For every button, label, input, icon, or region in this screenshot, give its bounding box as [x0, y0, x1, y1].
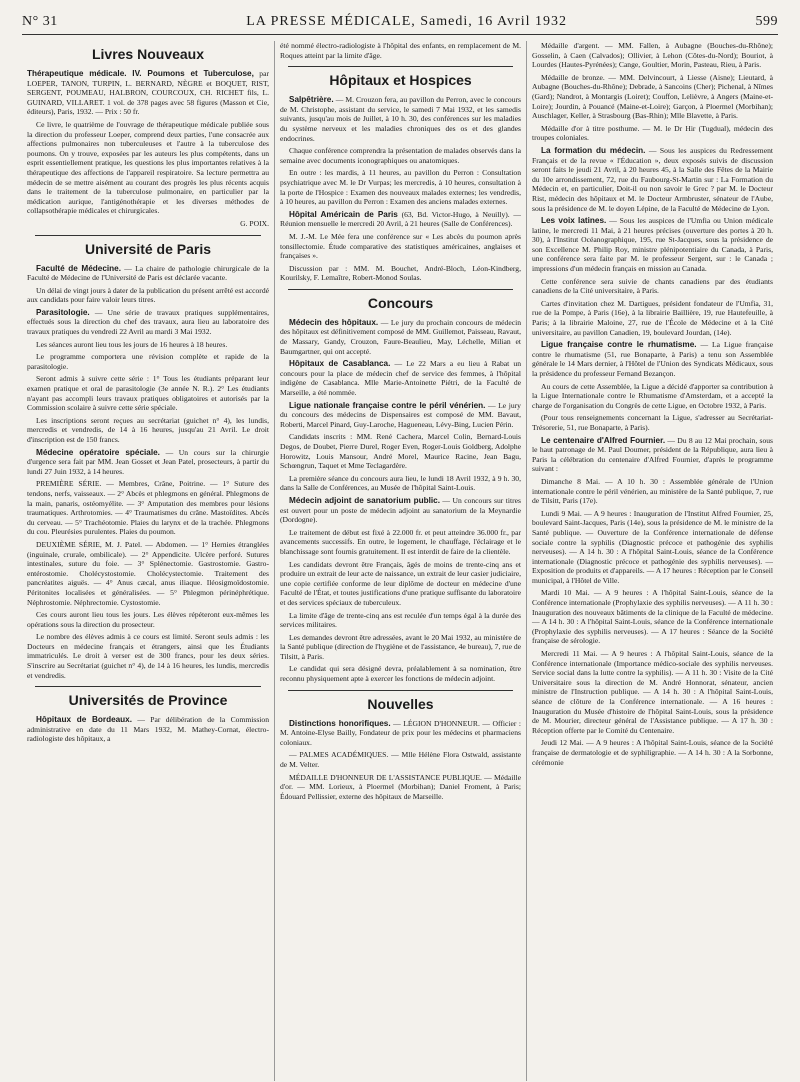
article-paragraph: Mardi 10 Mai. — A 9 heures : A l'hôpital Saint-Louis, séance de la Conférence internationale (Prophylaxie des syphilis nerveuses). — A 11 h. 30 : Inauguration des nouveaux bâtiments de la clinique de la Faculté de médecine. — A 14 h. 30 : A l'hôpital Saint-Louis, séance de la Conférence internationale (Prophylaxie des syphilis nerveuses). — A 17 heures : Séance de la Société française de sérologie. — [532, 588, 773, 646]
article-paragraph: Dimanche 8 Mai. — A 10 h. 30 : Assemblée générale de l'Union internationale contre le péril vénérien, au ministère de la Santé publique, 7, rue de Tilsitt, Paris (17e). — [532, 476, 773, 506]
article-paragraph: Discussion par : MM. M. Bouchet, André-Bloch, Léon-Kindberg, Kourilsky, F. Lemaître, Robert-Monod Soulas. — [280, 263, 521, 283]
article-text: — Une série de travaux pratiques supplémentaires, effectués sous la direction du chef des travaux, aura lieu au laboratoire des travaux pratiques du vendredi 22 Avril au mardi 3 Mai 1932. — [27, 307, 269, 337]
article-text: — Un concours sur titres est ouvert pour un poste de médecin adjoint au sanatorium de la Meynardie (Dordogne). — [280, 495, 521, 525]
article-text: — Un cours sur la chirurgie d'urgence sera fait par MM. Jean Gosset et Jean Patel, prosecteurs, à partir du lundi 27 Juin 1932, à 14 heures. — [27, 447, 269, 476]
article-text: — La Ligue française contre le rhumatisme (51, rue Bonaparte, à Paris) a tenu son Assemblée générale le 14 Mars dernier, à l'Hôtel de l'Union des Syndicats Médicaux, sous la présidence du professeur Fernand Bezançon. — [532, 340, 773, 378]
columns — [22, 41, 778, 1081]
article-text: — Par délibération de la Commission administrative en date du 11 Mars 1932, M. Mathey-Cornat, électro-radiologiste des hôpitaux, a — [27, 715, 269, 744]
article-paragraph: Au cours de cette Assemblée, la Ligue a décidé d'apporter sa contribution à la Ligue Internationale contre le Rhumatisme d'Amsterdam, et a accepté la charge de l'organisation du Congrès de cette Ligue, en Octobre 1932, à Paris. — [532, 381, 773, 410]
article-text: — La chaire de pathologie chirurgicale de la Faculté de Médecine de l'Université de Paris est déclarée vacante. — [27, 263, 269, 283]
article-heading: Médecin des hôpitaux. — [289, 317, 379, 327]
article-heading: Distinctions honorifiques. — [289, 718, 391, 728]
article-paragraph: Le nombre des élèves admis à ce cours est limité. Seront seuls admis : les Docteurs en médecine français et étrangers, ainsi que les Étudiants immatriculés. Le droit à verser est de 300 francs, pour les deux séries. S'inscrire au Secrétariat (guichet n° 4), de 14 à 16 heures, les lundis, mercredis et vendredis. — [27, 632, 269, 680]
article-medecin-hopitaux — [280, 318, 521, 356]
article-heading: Hôpitaux de Bordeaux. — [36, 715, 133, 725]
article-paragraph: Médaille d'argent. — MM. Fallen, à Aubagne (Bouches-du-Rhône); Gosselin, à Caen (Calvados); Ollivier, à Lehon (Côtes-du-Nord); Bouriot, à Lourdes (Hautes-Pyrénées); Cange, Goultier, Morin, Pasteau, Rieu, à Paris. — [532, 41, 773, 70]
section-title-hopitaux: Hôpitaux et Hospices — [329, 72, 472, 89]
review-signature: G. POIX. — [240, 218, 269, 228]
article-paragraph: MÉDAILLE D'HONNEUR DE L'ASSISTANCE PUBLIQUE. — Médaille d'or. — MM. Lorieux, à Ploermel (Morbihan); Daniel Froment, à Paris; Édouard Pellissier, externe des hôpitaux de Marseille. — [280, 772, 521, 801]
article-heading: Le centenaire d'Alfred Fournier. — [541, 435, 666, 445]
article-heading: Ligue nationale française contre le péril vénérien. — [289, 400, 486, 410]
article-text: — Le jury du concours des médecins de Dispensaires est composé de MM. Bavaut, Roberti, Marcel Pinard, Guy-Laroche, Hagueneau, Lévy-Bing, Lucien Périn. — [280, 400, 521, 429]
article-continuation: été nommé électro-radiologiste à l'hôpital des enfants, en remplacement de M. Roques atteint par la limite d'âge. — [280, 41, 521, 60]
article-text: — Sous les auspices du Redressement Français et de la revue « l'Éducation », deux exposés suivis de discussion seront faits le jeudi 21 Avril, à 20 heures 45, à la Salle des Fêtes de la Mairie du 10e arrondissement, 72, rue du Faubourg-St-Martin sur : La Formation du Médecin et, en particulier, Doit-il ou non savoir le Grec ? par M. le Docteur Rist, médecin des hôpitaux et M. le Docteur Armbruster, sénateur de l'Aube, sous la présidence de M. le doyen Lépine, de la Faculté de Médecine de Lyon. — [532, 145, 773, 213]
article-heading: Faculté de Médecine. — [36, 263, 122, 273]
book-reference: par LOEPER, TANON, TURPIN, L. BERNARD, NÈGRE et BOQUET, RIST, SERGENT, POUMEAU, HALBRON, COURCOUX, CH. RICHET fils, L. GUINARD, VILLARET. 1 vol. de 378 pages avec 58 figures (Masson et Cie, éditeurs), Paris, 1932. — Prix : 50 fr. — [27, 69, 269, 117]
article-casablanca — [280, 359, 521, 397]
article-formation — [532, 146, 773, 213]
article-paragraph: Le programme comportera une révision complète et rapide de la parasitologie. — [27, 352, 269, 371]
article-paragraph: Jeudi 12 Mai. — A 9 heures : A l'hôpital Saint-Louis, séance de la Société française de dermatologie et de syphiligraphie. — A 14 h. 30 : A la Sorbonne, cérémonie — [532, 738, 773, 767]
article-faculte — [27, 264, 269, 283]
book-entry — [27, 69, 269, 117]
article-text: — M. Crouzon fera, au pavillon du Perron, avec le concours de M. Christophe, assistant du service, le samedi 7 Mai 1932, et les samedis suivants, jusqu'au mois de Juillet, à 10 h. 30, des conférences sur les maladies du système nerveux et les maladies chroniques des os et des glandes endocrines. — [280, 95, 522, 143]
article-paragraph: M. J.-M. Le Mée fera une conférence sur « Les abcès du poumon après tonsillectomie. Étude comparative des statistiques américaines, anglaises et françaises ». — [280, 231, 521, 261]
section-divider — [288, 690, 513, 691]
section-title-province: Universités de Province — [68, 692, 228, 709]
section-title-livres: Livres Nouveaux — [91, 46, 205, 62]
section-divider — [35, 686, 261, 687]
article-text: — LÉGION D'HONNEUR. — Officier : M. Antoine-Elyse Bailly, Fondateur de prix pour les médecins et pharmaciens coloniaux. — [280, 718, 521, 747]
article-bordeaux — [27, 715, 269, 744]
article-sanatorium — [280, 496, 521, 525]
article-paragraph: La première séance du concours aura lieu, le lundi 18 Avril 1932, à 9 h. 30, dans la Salle de Conférences, au Musée de l'hôpital Saint-Louis. — [280, 473, 521, 493]
section-divider — [288, 66, 513, 67]
article-medecine-operatoire — [27, 448, 269, 477]
article-heading: Médecin adjoint de sanatorium public. — [289, 495, 440, 505]
article-paragraph: Cette conférence sera suivie de chants canadiens par des étudiants canadiens de la Cité universitaire, à Paris. — [532, 276, 773, 296]
article-heading: La formation du médecin. — [541, 145, 646, 155]
article-distinctions — [280, 719, 521, 748]
article-paragraph: Médaille d'or à titre posthume. — M. le Dr Hir (Tugdual), médecin des troupes coloniales. — [532, 123, 773, 143]
article-paragraph: Les séances auront lieu tous les jours de 16 heures à 18 heures. — [36, 339, 228, 349]
article-paragraph: Les inscriptions seront reçues au secrétariat (guichet n° 4), les lundis, mercredis et vendredis, de 14 à 16 heures, jusqu'au 21 Avril. Le droit d'inscription est de 150 francs. — [27, 415, 269, 444]
article-paragraph: Un délai de vingt jours à dater de la publication du présent arrêté est accordé aux candidats pour faire valoir leurs titres. — [27, 285, 269, 305]
article-paragraph: — PALMES ACADÉMIQUES. — Mlle Hélène Flora Ostwald, assistante de M. Velter. — [280, 750, 521, 770]
article-paragraph: Ces cours auront lieu tous les jours. Les élèves répéteront eux-mêmes les opérations sous la direction du prosecteur. — [27, 610, 269, 629]
article-paragraph: La limite d'âge de trente-cinq ans est reculée d'un temps égal à la durée des services militaires. — [280, 610, 521, 630]
article-ligue-nationale — [280, 401, 521, 430]
article-paragraph: Médaille de bronze. — MM. Delvincourt, à Liesse (Aisne); Lieutard, à Aubagne (Bouches-du-Rhône); Debrade, à Sancoins (Cher); Pichenal, à Nîmes (Gard); Nandrot, à Montargis (Loiret); Couffon, Lelièvre, à Angers (Maine-et-Loire); Jourdin, à Pouancé (Maine-et-Loire); Garçon, à Ploermel (Morbihan); Auschlager, Keller, à Strasbourg (Bas-Rhin); Mlle Blavette, à Paris. — [532, 72, 773, 121]
article-voix-latines — [532, 216, 773, 274]
article-text: (63, Bd. Victor-Hugo, à Neuilly). — Réunion mensuelle le mercredi 20 Avril, à 21 heures (Salle de Conférences). — [280, 209, 521, 229]
article-paragraph: En outre : les mardis, à 11 heures, au pavillon du Perron : Consultation psychiatrique avec M. le Dr Vurpas; les mercredis, à 10 heures, consultation à la porte de l'Hospice : Examen des nouveaux malades externes; les vendredis, à 10 heures, au pavillon du Perron : Examen des anciens malades externes. — [280, 168, 521, 207]
article-paragraph: Le candidat qui sera désigné devra, préalablement à sa nomination, être reconnu physiquement apte à exercer les fonctions de médecin adjoint. — [280, 664, 521, 684]
column-2 — [274, 41, 526, 1081]
page-number: 599 — [755, 14, 778, 29]
article-paragraph: Cartes d'invitation chez M. Dartigues, président fondateur de l'Umfia, 31, rue de la Pompe, à Paris (16e), à la librairie Baillière, 19, rue Hautefeuille, à Paris; à la librairie Maloine, 27, rue de l'École de Médecine et à la Cité universitaire, au pavillon Canadien, 19, boulevard Jourdan, (14e). — [532, 298, 773, 337]
section-divider — [288, 289, 513, 290]
article-salpetriere — [280, 95, 521, 143]
article-rhumatisme — [532, 340, 773, 378]
article-paragraph: Lundi 9 Mai. — A 9 heures : Inauguration de l'Institut Alfred Fournier, 25, boulevard Saint-Jacques, Paris (14e), sous la présidence de M. le ministre de la Santé publique. — Ouverture de la Conférence internationale de défense sociale contre la syphilis (Diagnostic précoce et pathogénie des syphilis nerveuses). — A 14 h. 30 : A l'hôpital Saint-Louis, séance de la Conférence internationale (Diagnostic précoce et pathogénie des syphilis nerveuses). — Exposition de produits et d'appareils. — A 17 heures : Réception par le Conseil municipal, à l'Hôtel de Ville. — [532, 508, 773, 585]
article-paragraph: Candidats inscrits : MM. René Cachera, Marcel Colin, Bernard-Louis Degos, de Doubet, Pierre Durel, Roger Even, Roger-Louis Goldberg, Adolphe Horowitz, Louis Mansour, André Morel, Maurice Racine, Jean Bagu, Schœngrun, Taquet et Mme Teclagardère. — [280, 432, 521, 471]
book-review: Ce livre, le quatrième de l'ouvrage de thérapeutique médicale publiée sous la direction du professeur Loeper, comprend deux parties, l'une consacrée aux affections pulmonaires non tuberculeuses et l'autre à la tuberculose des poumons. On y trouve, exposées par les auteurs les plus compétents, dans un esprit essentiellement pratique, les questions les plus importantes relatives à la thérapeutique des affections de l'appareil respiratoire. Sa lecture permettra au médecin de se mettre aisément au courant des progrès les plus récents acquis dans le traitement de la tuberculose pulmonaire, en particulier par la médication aurique, l'antigénothérapie et les diverses méthodes de collapsothérapie médicales et chirurgicales. — [27, 119, 269, 216]
article-paragraph: Mercredi 11 Mai. — A 9 heures : A l'hôpital Saint-Louis, séance de la Conférence internationale (Importance médico-sociale des syphilis nerveuses. Service social dans la lutte contre la syphilis). — A 11 h. 30 : Visite de la Cité Universitaire sous la direction de M. André Honnorat, sénateur, ancien ministre de l'Instruction publique. — A 14 h. 30 : A l'hôpital Saint-Louis, séance de clôture de la Conférence internationale. — A 16 heures : Inauguration du Musée d'histoire de l'hôpital Saint-Louis, sous la présidence de M. Mourier, directeur général de l'Assistance publique. — A 17 h. 30 : Réception offerte par le Comité du Centenaire. — [532, 649, 773, 735]
article-paragraph: DEUXIÈME SÉRIE, M. J. Patel. — Abdomen. — 1° Hernies étranglées (inguinale, crurale, ombilicale). — 2° Appendicite. Ulcère perforé. Sutures intestinales, suture du foie. — 3° Splénectomie. Gastrostomie. Gastro-entérostomie. Cholécystostomie. Cholécystectomie. Traitement des pancréatites aiguës. — 4° Anus cæcal, anus iliaque. Iléosigmoïdostomie. Péritonites localisées et généralisées. — 5° Phlegmon périnéphrétique. Néphrostomie. Néphrectomie. Cystostomie. — [27, 539, 269, 607]
article-paragraph: Le traitement de début est fixé à 22.000 fr. et peut atteindre 36.000 fr., par avancements successifs. En outre, le logement, le chauffage, l'éclairage et le blanchissage sont fournis gratuitement. Il est interdit de faire de la clientèle. — [280, 527, 521, 556]
journal-title: LA PRESSE MÉDICALE, Samedi, 16 Avril 1932 — [246, 14, 567, 29]
page-header — [22, 14, 778, 35]
article-paragraph: Les demandes devront être adressées, avant le 20 Mai 1932, au ministère de la Santé publique (direction de l'hygiène et de l'assistance, 4e bureau), 7, rue de Tilsitt, à Paris. — [280, 632, 522, 661]
book-title: Thérapeutique médicale. IV. Poumons et Tuberculose, — [27, 69, 254, 78]
section-divider — [35, 235, 261, 236]
article-hopital-americain — [280, 210, 521, 229]
article-heading: Hôpitaux de Casablanca. — [289, 359, 391, 369]
article-text: — Le jury du prochain concours de médecin des hôpitaux est définitivement composé de MM. Guillemot, Paisseau, Ravaut, de Massary, Gandy, Crouzon, Faure-Beaulieu, May, Léchelle, Milian et Baumgartner, qui ont accepté. — [280, 317, 522, 356]
column-3 — [526, 41, 778, 1081]
section-title-concours: Concours — [367, 294, 434, 311]
article-heading: Hôpital Américain de Paris — [289, 209, 398, 219]
article-heading: Salpêtrière. — [289, 95, 334, 105]
article-heading: Parasitologie. — [36, 307, 90, 317]
column-1 — [22, 41, 274, 1081]
issue-number: N° 31 — [22, 14, 58, 29]
article-text: — Du 8 au 12 Mai prochain, sous le haut patronage de M. Paul Doumer, président de la République, aura lieu à Paris la célébration du centenaire d'Alfred Fournier, d'après le programme suivant : — [532, 435, 773, 474]
article-text: — Le 22 Mars a eu lieu à Rabat un concours pour la place de médecin chef de service des femmes, à l'hôpital indigène de Casablanca. Mlle Marie-Antoinette Piétri, de la Faculté de Marseille, a été nommée. — [280, 359, 521, 398]
article-text: — Sous les auspices de l'Umfia ou Union médicale latine, le mercredi 11 Mai, à 21 heures précises (ouverture des portes à 20 h. 30), à l'Institut Océanographique, 195, rue St-Jacques, sous la présidence de son Excellence M. Philip Roy, ministre plénipotentiaire du Canada, à Paris, une conférence sera faite par M. le professeur Sergent, sur : le Canada ; impressions d'un médecin français en mission au Canada. — [532, 216, 773, 274]
article-paragraph: Les candidats devront être Français, âgés de moins de trente-cinq ans et produire un extrait de leur acte de naissance, un extrait de leur casier judiciaire, une copie certifiée conforme de leur diplôme de docteur en médecine d'une Faculté de l'État, et toutes justifications d'une pratique suffisante du laboratoire et des services spéciaux de tuberculeux. — [280, 559, 521, 607]
section-title-universite: Université de Paris — [84, 240, 212, 257]
article-heading: Ligue française contre le rhumatisme. — [541, 340, 697, 350]
article-paragraph: (Pour tous renseignements concernant la Ligue, s'adresser au Secrétariat-Trésorerie, 51, rue Bonaparte, à Paris). — [532, 413, 773, 432]
article-heading: Médecine opératoire spéciale. — [36, 447, 160, 457]
article-parasitologie — [27, 308, 269, 337]
article-paragraph: PREMIÈRE SÉRIE. — Membres, Crâne, Poitrine. — 1° Suture des tendons, nerfs, vaisseaux. — 2° Abcès et phlegmons en général. Phlegmons de la main, panaris, ostéomyélite. — 3° Amputation des membres pour lésions traumatiques. Arthrotomies. — 4° Traumatismes du crâne. Mastoïdites. Abcès du cerveau. — 5° Trachéotomie. Plaies du larynx et de la trachée. Phlegmons du cou. Pleurésies purulentes. Plaies du poumon. — [27, 479, 269, 537]
article-paragraph: Seront admis à suivre cette série : 1° Tous les étudiants préparant leur examen pratique et oral de parasitologie (3e année N. R.). 2° Les étudiants n'ayant pas accompli leurs travaux pratiques obligatoires et autorisés par la Commission scolaire à suivre cette série spéciale. — [27, 374, 269, 413]
article-heading: Les voix latines. — [541, 216, 607, 226]
article-paragraph: Chaque conférence comprendra la présentation de malades observés dans la semaine avec documents iconographiques ou anatomiques. — [280, 146, 521, 165]
section-title-nouvelles: Nouvelles — [367, 695, 434, 712]
article-centenaire — [532, 436, 773, 474]
